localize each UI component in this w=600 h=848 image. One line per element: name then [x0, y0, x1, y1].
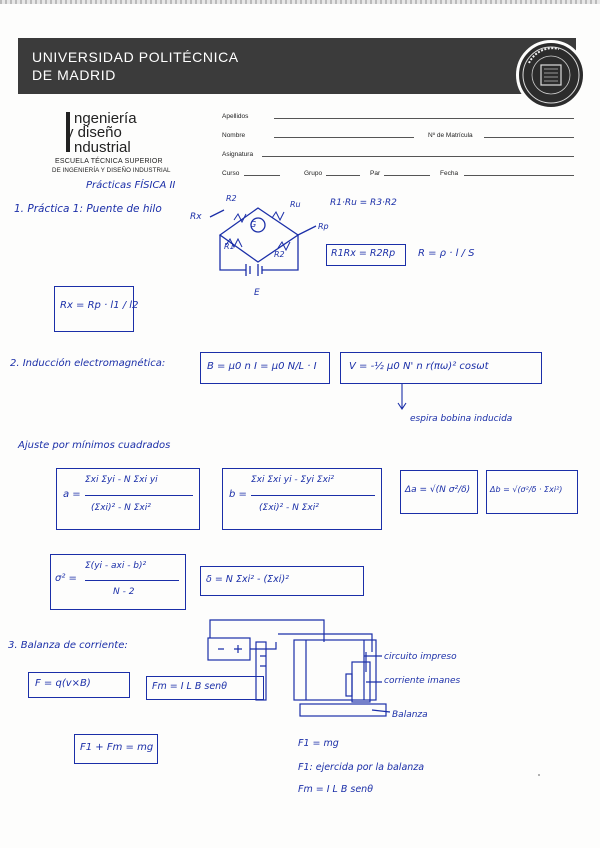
university-seal-icon [516, 40, 586, 110]
label-rp: Rp [318, 222, 329, 231]
label-magnets: corriente imanes [384, 676, 461, 686]
university-line1: UNIVERSIDAD POLITÉCNICA [32, 49, 239, 65]
formula-box-b [222, 468, 382, 530]
formula-box-a [56, 468, 200, 530]
note-f1-balance: F1: ejercida por la balanza [298, 762, 425, 773]
label-ru: Ru [290, 200, 301, 209]
formula-box-bridge [326, 244, 406, 266]
formula-bridge: R1Rx = R2Rp [331, 248, 396, 259]
bridge-relation: R1·Ru = R3·R2 [330, 198, 397, 208]
label-fecha: Fecha [440, 170, 459, 177]
formula-b-lhs: b = [229, 489, 247, 500]
formula-box-delta [200, 566, 364, 596]
formula-delta: δ = N Σxi² - (Σxi)² [206, 574, 289, 585]
formula-box-rx [54, 286, 139, 332]
label-balance: Balanza [392, 710, 428, 720]
formula-box-fm [146, 676, 264, 700]
field-matricula[interactable] [484, 137, 574, 138]
formula-voltage: V = -½ μ0 N' n r(πω)² cosωt [349, 361, 489, 372]
logo-line-2: y diseño [66, 124, 122, 141]
label-par: Par [370, 170, 381, 177]
label-r2: R2 [274, 250, 285, 259]
label-r-top: R2 [226, 194, 237, 203]
field-curso[interactable] [244, 175, 280, 176]
formula-sigma-den: N - 2 [113, 587, 135, 597]
wheatstone-bridge-diagram [180, 190, 340, 300]
field-nombre[interactable] [274, 137, 414, 138]
formula-fm: Fm = I L B senθ [152, 681, 228, 692]
down-arrow-icon [396, 384, 408, 414]
formula-rx: Rx = Rp · l1 / l2 [60, 300, 139, 311]
school-logo [52, 104, 192, 176]
scan-edge [0, 0, 600, 4]
formula-a-num: Σxi Σyi - N Σxi yi [85, 475, 158, 485]
section-4-heading: 3. Balanza de corriente: [8, 640, 128, 651]
label-printed-circuit: circuito impreso [384, 652, 457, 662]
field-fecha[interactable] [464, 175, 574, 176]
formula-a-den: (Σxi)² - N Σxi² [91, 503, 151, 513]
label-g: G [250, 220, 257, 229]
label-e: E [254, 288, 260, 298]
label-grupo: Grupo [304, 170, 323, 177]
label-r1: R1 [224, 242, 235, 251]
university-banner [18, 38, 576, 94]
section-2-heading: 2. Inducción electromagnética: [10, 358, 166, 369]
row-nombre [222, 129, 582, 139]
field-grupo[interactable] [326, 175, 360, 176]
formula-box-voltage [340, 352, 542, 384]
label-nombre: Nombre [222, 132, 246, 139]
label-matricula: Nº de Matrícula [428, 132, 473, 139]
formula-box-delta-a [400, 470, 478, 514]
formula-delta-a: Δa = √(N σ²/δ) [405, 485, 471, 495]
formula-resistivity: R = ρ · l / S [418, 248, 475, 259]
university-line2: DE MADRID [32, 67, 116, 83]
formula-box-lorentz [28, 672, 130, 698]
field-apellidos[interactable] [274, 118, 574, 119]
formula-b-num: Σxi Σxi yi - Σyi Σxi² [251, 475, 335, 485]
formula-box-equilibrium [74, 734, 158, 764]
voltage-note: espira bobina inducida [410, 414, 513, 424]
section-1-heading: 1. Práctica 1: Puente de hilo [14, 203, 162, 215]
row-apellidos [222, 110, 582, 120]
formula-equilibrium: F1 + Fm = mg [80, 742, 154, 753]
formula-b-den: (Σxi)² - N Σxi² [259, 503, 319, 513]
notes-title: Prácticas FÍSICA II [86, 180, 176, 191]
formula-delta-b: Δb = √(σ²/δ · Σxi²) [490, 485, 563, 494]
formula-box-field [200, 352, 330, 384]
row-curso [222, 167, 582, 177]
formula-sigma-lhs: σ² = [55, 573, 77, 584]
logo-line-5: DE INGENIERÍA Y DISEÑO INDUSTRIAL [52, 167, 171, 174]
section-3-heading: Ajuste por mínimos cuadrados [18, 440, 171, 451]
student-info-form [222, 110, 582, 180]
label-asignatura: Asignatura [222, 151, 254, 158]
note-f1-mg: F1 = mg [298, 738, 339, 749]
logo-line-1: ngeniería [74, 110, 137, 127]
formula-a-lhs: a = [63, 489, 81, 500]
row-asignatura [222, 148, 582, 158]
label-curso: Curso [222, 170, 240, 177]
formula-field: B = μ0 n I = μ0 N/L · I [207, 361, 317, 372]
note-fm: Fm = I L B senθ [298, 784, 374, 795]
label-apellidos: Apellidos [222, 113, 249, 120]
university-name [32, 48, 239, 84]
logo-line-4: ESCUELA TÉCNICA SUPERIOR [55, 158, 163, 165]
field-asignatura[interactable] [262, 156, 574, 157]
field-par[interactable] [384, 175, 430, 176]
current-balance-diagram [196, 612, 396, 732]
formula-box-delta-b [486, 470, 578, 514]
formula-box-sigma [50, 554, 186, 610]
label-rx: Rx [190, 212, 202, 222]
formula-lorentz: F = q(v×B) [35, 678, 91, 689]
formula-sigma-num: Σ(yi - axi - b)² [85, 561, 147, 571]
logo-line-3: ndustrial [74, 139, 131, 156]
scan-speck [538, 774, 540, 776]
